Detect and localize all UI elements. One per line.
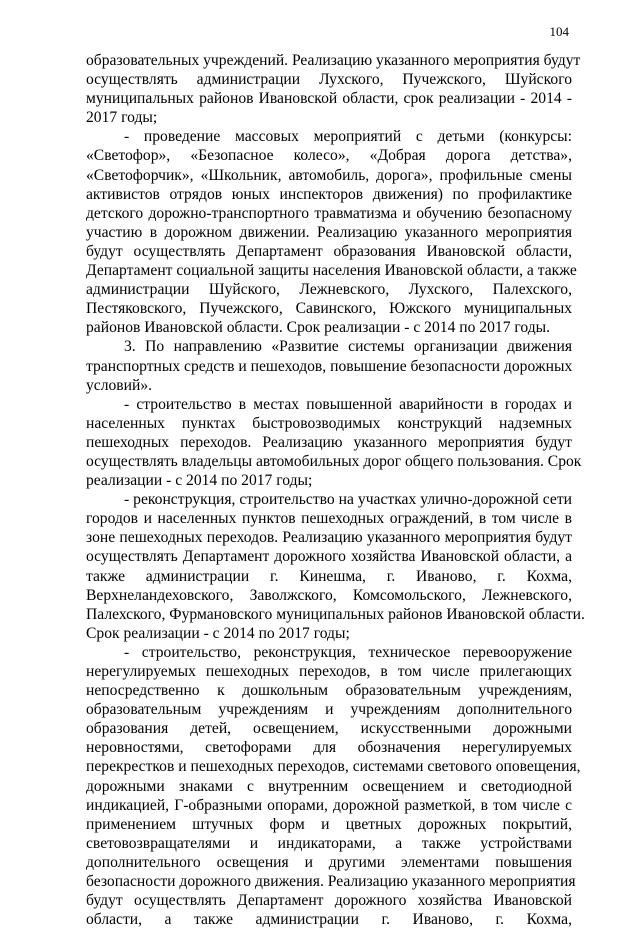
text-line: участию в дорожном движении. Реализацию указанного мероприятия: [86, 223, 572, 241]
text-line: Пестяковского, Пучежского, Савинского, Южского муниципальных: [86, 300, 572, 318]
text-line: непосредственно к дошкольным образовательным учреждениям,: [86, 682, 572, 700]
text-line: - реконструкция, строительство на участках улично-дорожной сети: [124, 491, 572, 509]
text-line: пешеходных переходов. Реализацию указанного мероприятия будут: [86, 433, 572, 451]
page-number: 104: [549, 24, 569, 39]
text-line: осуществлять Департамент дорожного хозяйства Ивановской области, а: [86, 548, 572, 566]
text-line: городов и населенных пунктов пешеходных ограждений, в том числе в: [86, 510, 572, 528]
text-line: «Светофор», «Безопасное колесо», «Добрая дорога детства»,: [86, 147, 572, 165]
text-line: Срок реализации - с 2014 по 2017 годы;: [86, 624, 350, 642]
text-line: «Светофорчик», «Школьник, автомобиль, дорога», профильные смены: [86, 166, 572, 184]
text-line: 2017 годы;: [86, 109, 158, 127]
text-line: условий».: [86, 376, 153, 394]
text-line: области, а также администрации г. Иваново, г. Кохма,: [86, 911, 572, 929]
text-line: зоне пешеходных переходов. Реализацию указанного мероприятия будут: [86, 529, 572, 547]
text-line: образовательным учреждениям и учреждениям дополнительного: [86, 701, 572, 719]
text-line: Департамент социальной защиты населения Ивановской области, а также: [86, 262, 577, 280]
text-line: Палехского, Фурмановского муниципальных районов Ивановской области.: [86, 605, 585, 623]
text-line: детского дорожно-транспортного травматизма и обучению безопасному: [86, 204, 572, 222]
text-line: неровностями, светофорами для обозначения нерегулируемых: [86, 739, 572, 757]
text-line: дополнительного освещения и другими элементами повышения: [86, 853, 572, 871]
text-line: транспортных средств и пешеходов, повышение безопасности дорожных: [86, 357, 573, 375]
text-line: осуществлять владельцы автомобильных дорог общего пользования. Срок: [86, 452, 582, 470]
text-line: районов Ивановской области. Срок реализации - с 2014 по 2017 годы.: [86, 319, 551, 337]
text-line: муниципальных районов Ивановской области, срок реализации - 2014 -: [86, 90, 572, 108]
text-line: дорожными знаками с внутренним освещением и светодиодной: [86, 777, 572, 795]
text-line: - строительство в местах повышенной аварийности в городах и: [124, 395, 572, 413]
text-line: населенных пунктах быстровозводимых конструкций надземных: [86, 414, 572, 432]
text-line: Верхнеландеховского, Заволжского, Комсомольского, Лежневского,: [86, 586, 572, 604]
text-line: применением штучных форм и цветных дорожных покрытий,: [86, 815, 572, 833]
text-line: - строительство, реконструкция, техническое перевооружение: [124, 643, 572, 661]
text-line: администрации Шуйского, Лежневского, Лухского, Палехского,: [86, 281, 572, 299]
text-line: - проведение массовых мероприятий с детьми (конкурсы:: [124, 128, 572, 146]
text-line: световозвращателями и индикаторами, а также устройствами: [86, 834, 572, 852]
text-line: будут осуществлять Департамент образования Ивановской области,: [86, 242, 572, 260]
text-line: образования детей, освещением, искусственными дорожными: [86, 720, 572, 738]
text-line: образовательных учреждений. Реализацию указанного мероприятия будут: [86, 52, 581, 69]
text-line: осуществлять администрации Лухского, Пучежского, Шуйского: [86, 71, 572, 89]
text-line: индикацией, Г-образными опорами, дорожной разметкой, в том числе с: [86, 796, 572, 814]
text-line: также администрации г. Кинешма, г. Иваново, г. Кохма,: [86, 567, 572, 585]
text-line: нерегулируемых пешеходных переходов, в том числе прилегающих: [86, 663, 572, 680]
text-line: реализации - с 2014 по 2017 годы;: [86, 472, 313, 490]
text-line: активистов отрядов юных инспекторов движения) по профилактике: [86, 185, 572, 203]
text-line: перекрестков и пешеходных переходов, системами светового оповещения,: [86, 758, 581, 776]
text-line: 3. По направлению «Развитие системы организации движения: [124, 338, 572, 356]
text-line: будут осуществлять Департамент дорожного хозяйства Ивановской: [86, 892, 572, 910]
text-line: безопасности дорожного движения. Реализацию указанного мероприятия: [86, 873, 576, 891]
document-body: [86, 51, 585, 929]
